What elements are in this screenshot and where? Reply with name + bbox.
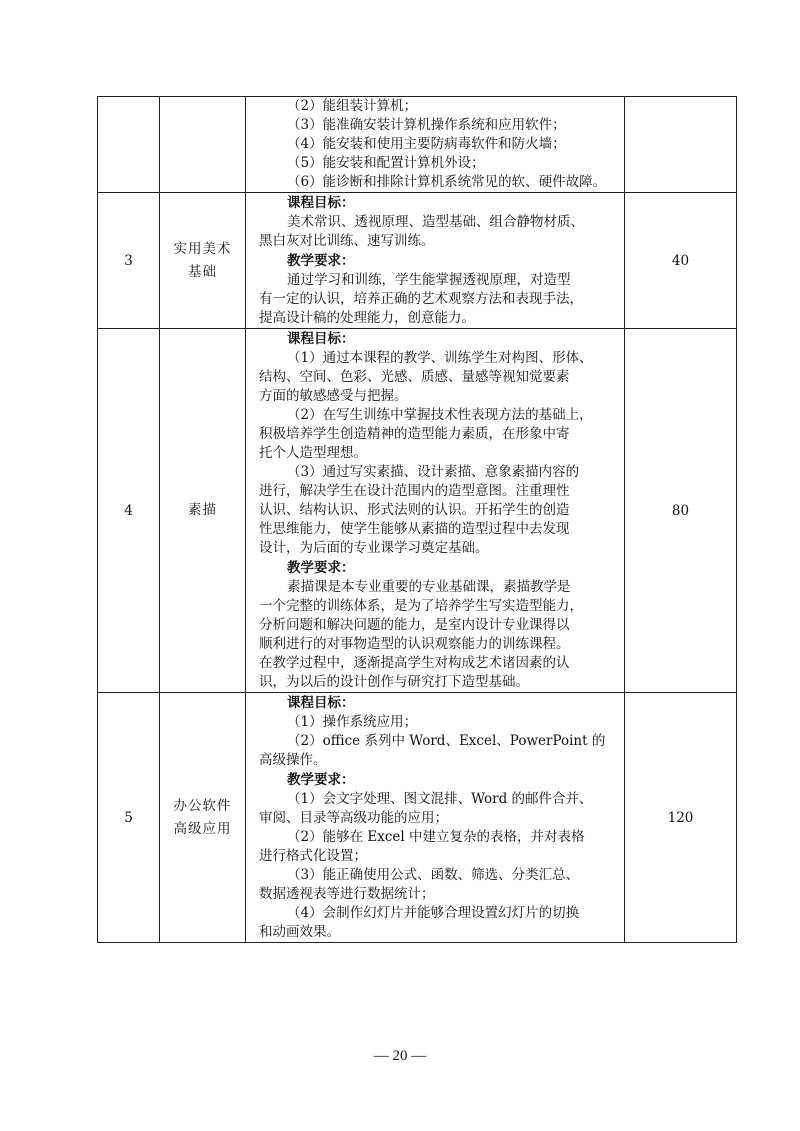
content-line: 进行，解决学生在设计范围内的造型意图。注重理性 [259, 483, 570, 499]
course-name: 办公软件高级应用 [173, 797, 232, 837]
course-hours-cell: 120 [625, 693, 737, 943]
content-line: 分析问题和解决问题的能力，是室内设计专业课得以 [259, 617, 570, 633]
content-line: （3）能准确安装计算机操作系统和应用软件； [287, 117, 566, 133]
course-number-cell [98, 97, 160, 193]
content-heading: 课程目标： [287, 331, 355, 347]
content-line: 进行格式化设置； [259, 848, 367, 864]
content-line: 美术常识、透视原理、造型基础、组合静物材质、 [287, 214, 584, 230]
content-line: 提高设计稿的处理能力，创意能力。 [259, 310, 475, 326]
course-name-cell [160, 97, 246, 193]
course-name: 实用美术基础 [173, 240, 232, 280]
content-line: （3）能正确使用公式、函数、筛选、分类汇总、 [287, 867, 580, 883]
content-line: （1）操作系统应用； [287, 714, 418, 730]
course-name-cell [160, 193, 246, 329]
content-line: 和动画效果。 [259, 924, 340, 940]
course-content-cell [246, 693, 625, 943]
content-line: 积极培养学生创造精神的造型能力素质，在形象中寄 [259, 426, 570, 442]
course-content-cell [246, 329, 625, 693]
content-line: （2）在写生训练中掌握技术性表现方法的基础上， [287, 407, 593, 423]
content-line: （3）通过写实素描、设计素描、意象素描内容的 [287, 464, 580, 480]
content-heading: 教学要求： [287, 772, 355, 788]
course-name-cell [160, 693, 246, 943]
course-row [98, 693, 737, 943]
content-line: （4）能安装和使用主要防病毒软件和防火墙； [287, 136, 566, 152]
content-line: （4）会制作幻灯片并能够合理设置幻灯片的切换 [287, 905, 580, 921]
content-line: 高级操作。 [259, 752, 327, 768]
content-heading: 课程目标： [287, 195, 355, 211]
course-hours-cell: 80 [625, 329, 737, 693]
course-number-cell: 3 [98, 193, 160, 329]
content-line: （2）能够在 Excel 中建立复杂的表格，并对表格 [287, 829, 585, 845]
course-content-cell [246, 193, 625, 329]
content-line: 顺利进行的对事物造型的认识观察能力的训练课程。 [259, 636, 570, 652]
content-line: 设计，为后面的专业课学习奠定基础。 [259, 540, 489, 556]
content-line: （2）office 系列中 Word、Excel、PowerPoint 的 [287, 733, 606, 749]
content-line: 性思维能力，使学生能够从素描的造型过程中去发现 [259, 521, 570, 537]
content-line: 审阅、目录等高级功能的应用； [259, 810, 448, 826]
course-table [97, 96, 737, 943]
content-line: （1）会文字处理、图文混排、Word 的邮件合并、 [287, 791, 593, 807]
course-content-cell [246, 97, 625, 193]
content-line: 托个人造型理想。 [259, 445, 367, 461]
content-heading: 教学要求： [287, 560, 355, 576]
content-heading: 课程目标： [287, 695, 355, 711]
content-line: 一个完整的训练体系，是为了培养学生写实造型能力， [259, 598, 583, 614]
course-row [98, 97, 737, 193]
course-hours-cell [625, 97, 737, 193]
content-line: 素描课是本专业重要的专业基础课，素描教学是 [287, 579, 571, 595]
course-row [98, 329, 737, 693]
content-line: （5）能安装和配置计算机外设； [287, 155, 485, 171]
content-line: 数据透视表等进行数据统计； [259, 886, 435, 902]
course-name-cell [160, 329, 246, 693]
content-line: 在教学过程中，逐渐提高学生对构成艺术诸因素的认 [259, 655, 570, 671]
course-row [98, 193, 737, 329]
course-number-cell: 5 [98, 693, 160, 943]
page-number: — 20 — [373, 1048, 427, 1064]
course-number-cell: 4 [98, 329, 160, 693]
content-line: 认识、结构认识、形式法则的认识。开拓学生的创造 [259, 502, 570, 518]
content-line: 有一定的认识，培养正确的艺术观察方法和表现手法， [259, 291, 583, 307]
content-line: 通过学习和训练，学生能掌握透视原理，对造型 [287, 272, 571, 288]
content-heading: 教学要求： [287, 253, 355, 269]
course-name: 素描 [188, 502, 217, 518]
content-line: （2）能组装计算机； [287, 98, 418, 114]
content-line: 方面的敏感感受与把握。 [259, 388, 408, 404]
content-line: 结构、空间、色彩、光感、质感、量感等视知觉要素 [259, 369, 570, 385]
content-line: （6）能诊断和排除计算机系统常见的软、硬件故障。 [287, 174, 607, 190]
content-line: （1）通过本课程的教学、训练学生对构图、形体、 [287, 350, 593, 366]
content-line: 识，为以后的设计创作与研究打下造型基础。 [259, 674, 529, 690]
course-hours-cell: 40 [625, 193, 737, 329]
content-line: 黑白灰对比训练、速写训练。 [259, 233, 435, 249]
